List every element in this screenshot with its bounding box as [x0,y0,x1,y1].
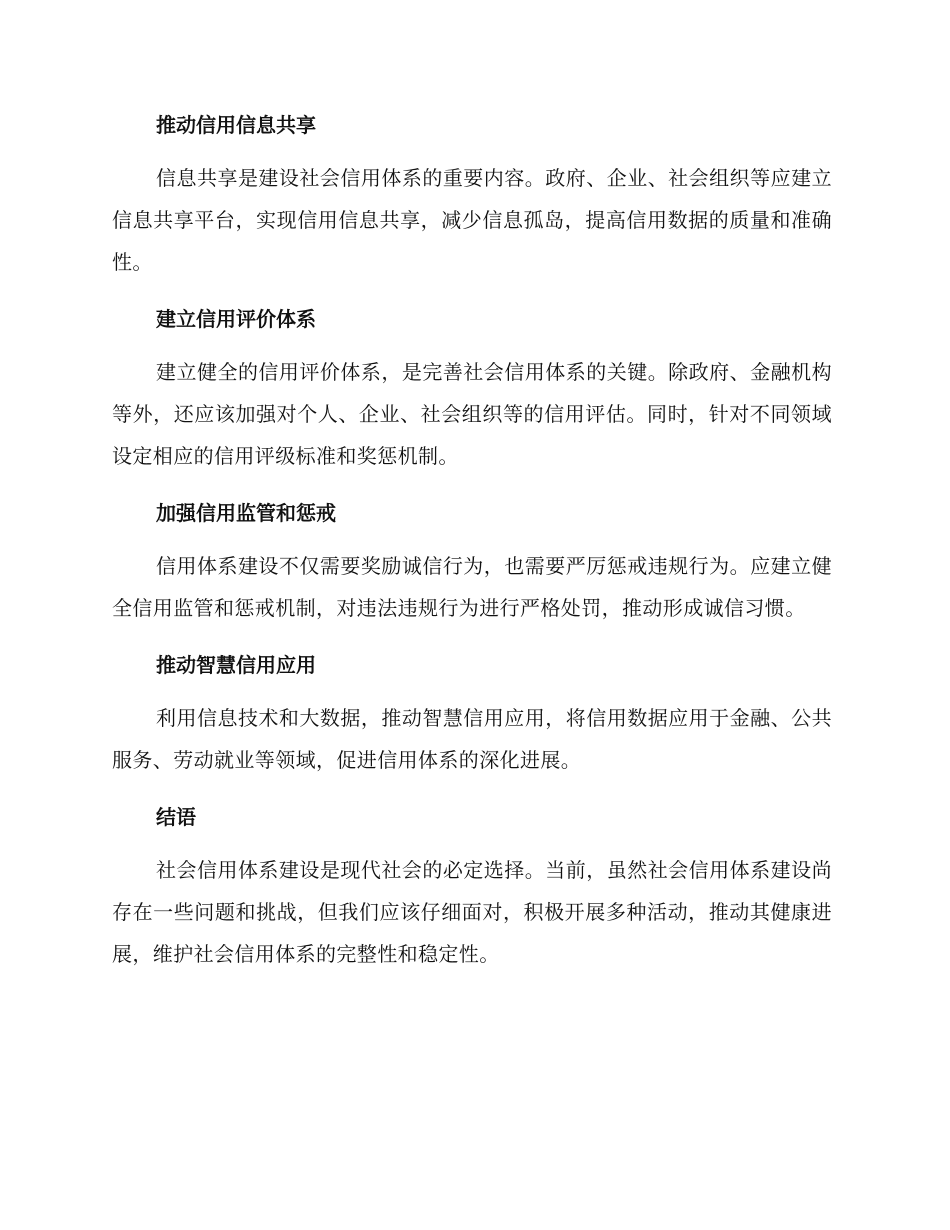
section-body-credit-evaluation: 建立健全的信用评价体系，是完善社会信用体系的关键。除政府、金融机构等外，还应该加强对个人、企业、社会组织等的信用评估。同时，针对不同领域设定相应的信用评级标准和奖惩机制。 [112,360,832,468]
section-heading-smart-credit: 推动智慧信用应用 [156,653,316,677]
section-heading-conclusion: 结语 [156,805,196,829]
section-body-supervision: 信用体系建设不仅需要奖励诚信行为，也需要严厉惩戒违规行为。应建立健全信用监管和惩戒机制，对违法违规行为进行严格处罚，推动形成诚信习惯。 [112,554,832,620]
section-body-smart-credit: 利用信息技术和大数据，推动智慧信用应用，将信用数据应用于金融、公共服务、劳动就业等领域，促进信用体系的深化进展。 [112,706,832,772]
section-heading-info-sharing: 推动信用信息共享 [156,113,316,137]
section-body-conclusion: 社会信用体系建设是现代社会的必定选择。当前，虽然社会信用体系建设尚存在一些问题和挑战，但我们应该仔细面对，积极开展多种活动，推动其健康进展，维护社会信用体系的完整性和稳定性。 [112,858,832,966]
document-content [112,107,832,993]
section-heading-credit-evaluation: 建立信用评价体系 [156,307,316,331]
section-heading-supervision: 加强信用监管和惩戒 [156,501,336,525]
section-body-info-sharing: 信息共享是建设社会信用体系的重要内容。政府、企业、社会组织等应建立信息共享平台，实现信用信息共享，减少信息孤岛，提高信用数据的质量和准确性。 [112,166,832,274]
